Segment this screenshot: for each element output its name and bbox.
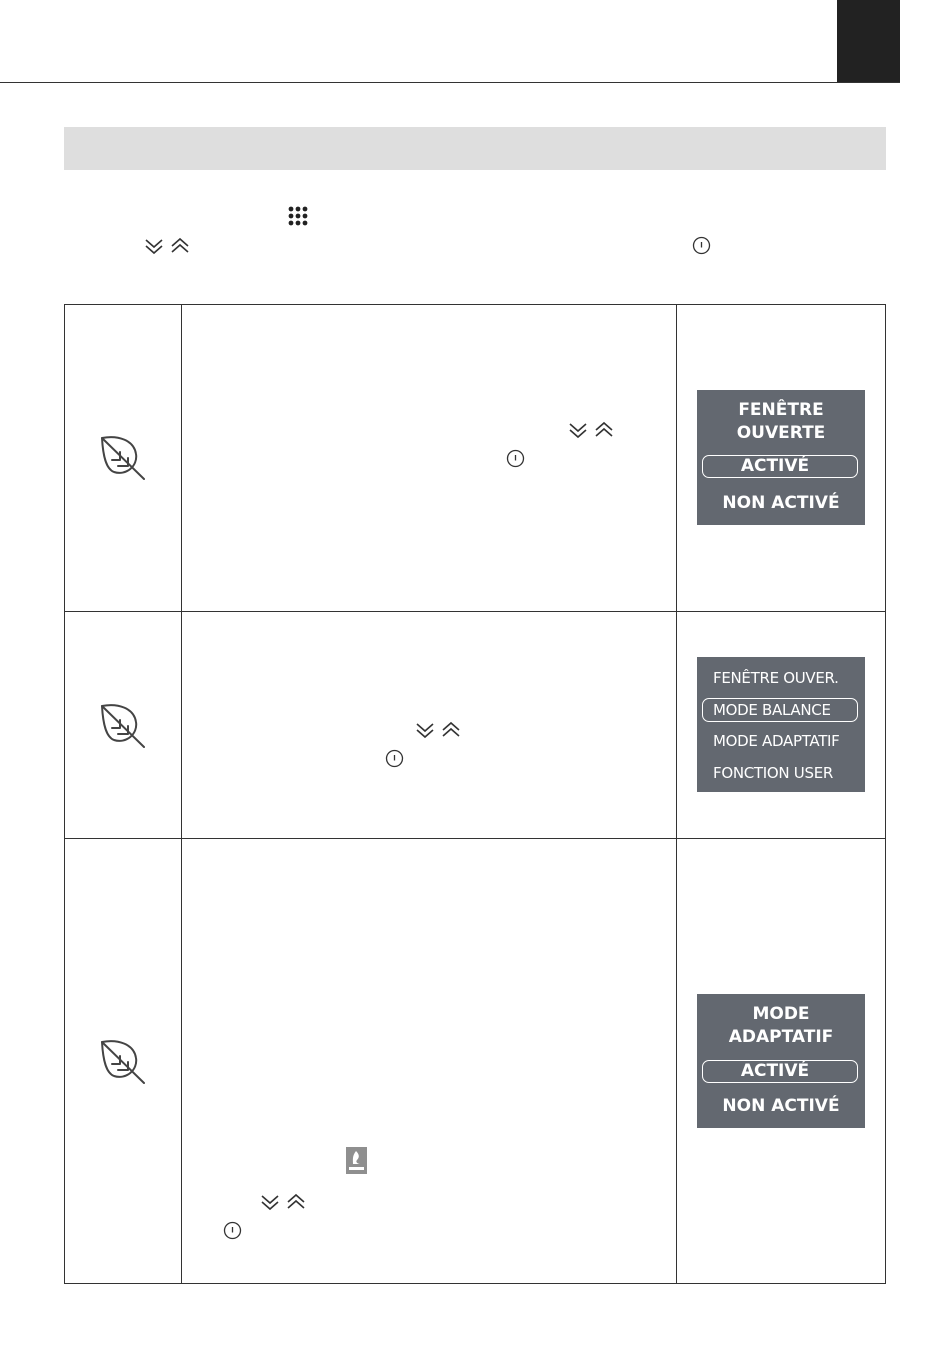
lcd-menu-item: MODE ADAPTATIF bbox=[713, 732, 840, 750]
menu-grid-icon bbox=[287, 205, 309, 227]
lcd-option: NON ACTIVÉ bbox=[722, 1096, 840, 1116]
lcd-menu-item: MODE BALANCE bbox=[713, 701, 831, 719]
double-chevron-down-up-icon bbox=[260, 1192, 310, 1212]
power-ok-icon bbox=[223, 1221, 242, 1240]
leaf-icon bbox=[98, 432, 148, 482]
lcd-adaptive-mode-screen bbox=[697, 994, 865, 1128]
table-column-divider bbox=[676, 304, 677, 1284]
lcd-selected-option: ACTIVÉ bbox=[702, 455, 858, 478]
lcd-title-line: MODE bbox=[752, 1004, 810, 1024]
lcd-option: NON ACTIVÉ bbox=[722, 493, 840, 513]
lcd-window-open-screen bbox=[697, 390, 865, 525]
lcd-menu-screen bbox=[697, 657, 865, 792]
boost-icon bbox=[346, 1147, 367, 1174]
page-tab bbox=[837, 0, 900, 83]
power-ok-icon bbox=[385, 749, 404, 768]
section-header-band bbox=[64, 127, 886, 170]
double-chevron-down-up-icon bbox=[144, 236, 192, 256]
table-column-divider bbox=[181, 304, 182, 1284]
power-ok-icon bbox=[506, 449, 525, 468]
lcd-menu-item: FENÊTRE OUVER. bbox=[713, 669, 839, 687]
table-row-divider bbox=[64, 611, 886, 612]
leaf-icon bbox=[98, 1036, 148, 1086]
lcd-selected-option: ACTIVÉ bbox=[702, 1060, 858, 1083]
header-rule bbox=[0, 82, 900, 83]
table-row-divider bbox=[64, 838, 886, 839]
leaf-icon bbox=[98, 700, 148, 750]
lcd-title-line: ADAPTATIF bbox=[728, 1027, 834, 1047]
lcd-menu-item: FONCTION USER bbox=[713, 764, 834, 782]
lcd-title-line: OUVERTE bbox=[736, 423, 826, 443]
double-chevron-down-up-icon bbox=[568, 420, 618, 440]
lcd-title-line: FENÊTRE bbox=[738, 400, 824, 420]
double-chevron-down-up-icon bbox=[415, 720, 465, 740]
power-ok-icon bbox=[692, 236, 711, 255]
